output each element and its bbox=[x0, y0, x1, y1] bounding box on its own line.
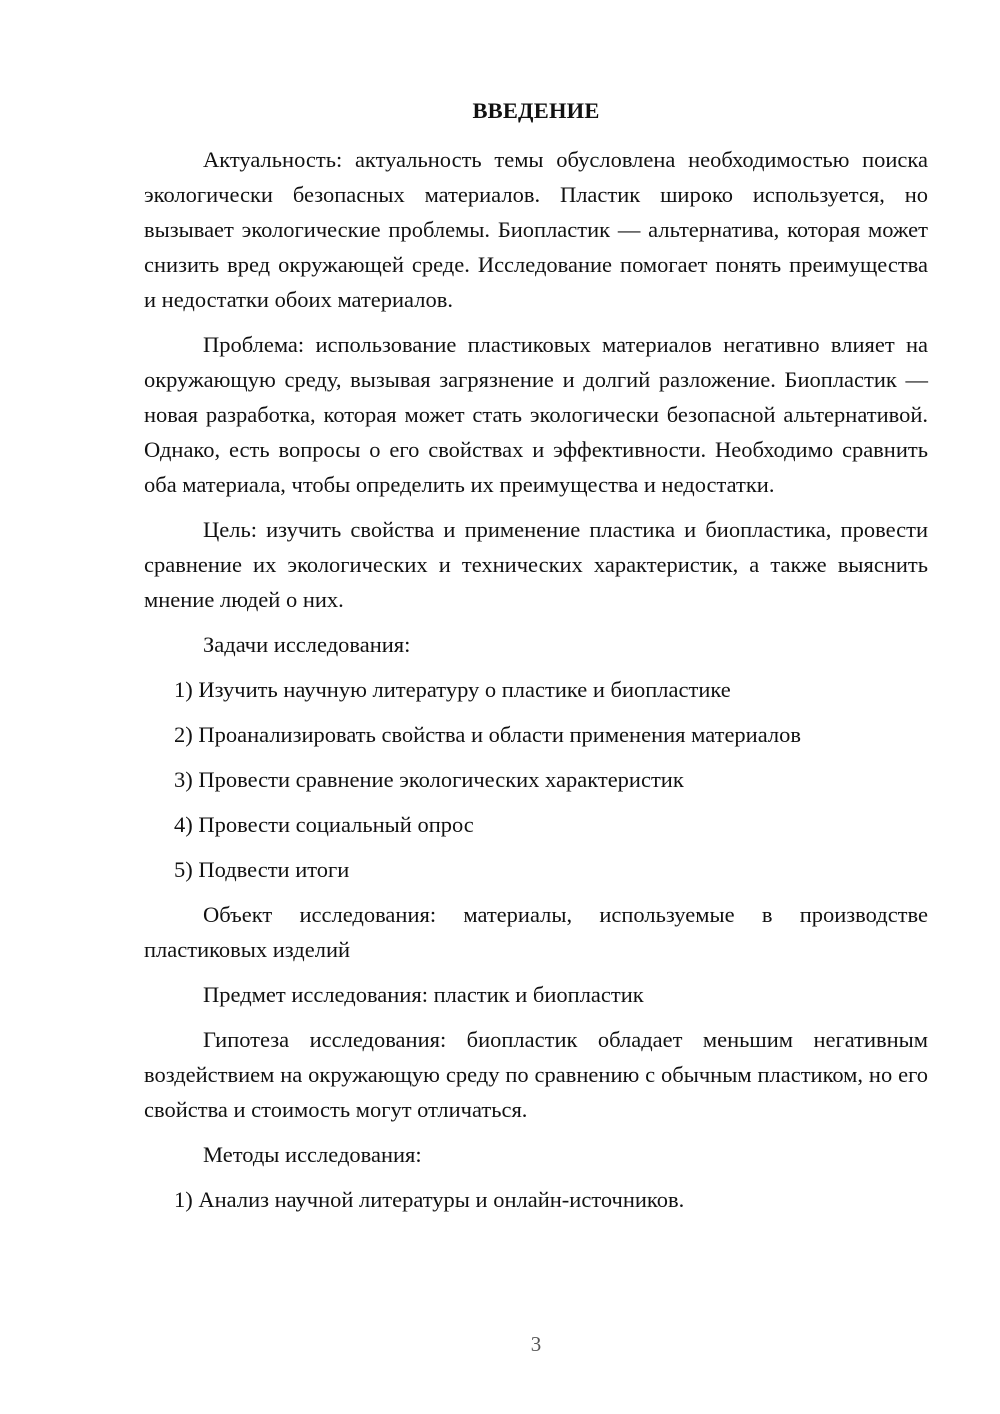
page-number: 3 bbox=[530, 1332, 542, 1356]
task-item: 4) Провести социальный опрос bbox=[174, 812, 474, 837]
task-item: 1) Изучить научную литературу о пластике и биопластике bbox=[174, 677, 731, 702]
task-item: 2) Проанализировать свойства и области применения материалов bbox=[174, 722, 802, 747]
object-paragraph: Объект исследования: материалы, используемые в производстве пластиковых изделий bbox=[144, 902, 928, 962]
section-title: ВВЕДЕНИЕ bbox=[472, 98, 600, 123]
task-item: 5) Подвести итоги bbox=[174, 857, 350, 882]
task-item: 3) Провести сравнение экологических характеристик bbox=[174, 767, 684, 792]
problem-paragraph: Проблема: использование пластиковых материалов негативно влияет на окружающую среду, вызывая загрязнение и долгий разложение. Биопластик — новая разработка, которая может стать экологически безопасной альтернативой. Однако, есть вопросы о его свойствах и эффективности. Необходимо сравнить оба материала, чтобы определить их преимущества и недостатки. bbox=[144, 332, 928, 497]
tasks-heading: Задачи исследования: bbox=[203, 632, 411, 657]
relevance-paragraph: Актуальность: актуальность темы обусловлена необходимостью поиска экологически безопасных материалов. Пластик широко используется, но вызывает экологические проблемы. Биопластик — альтернатива, которая может снизить вред окружающей среде. Исследование помогает понять преимущества и недостатки обоих материалов. bbox=[144, 147, 928, 312]
method-item: 1) Анализ научной литературы и онлайн-источников. bbox=[174, 1187, 685, 1212]
goal-paragraph: Цель: изучить свойства и применение пластика и биопластика, провести сравнение их экологических и технических характеристик, а также выяснить мнение людей о них. bbox=[144, 517, 928, 612]
tasks-list bbox=[144, 672, 928, 887]
hypothesis-paragraph: Гипотеза исследования: биопластик обладает меньшим негативным воздействием на окружающую среду по сравнению с обычным пластиком, но его свойства и стоимость могут отличаться. bbox=[144, 1027, 928, 1122]
subject-paragraph: Предмет исследования: пластик и биопластик bbox=[203, 982, 644, 1007]
methods-heading: Методы исследования: bbox=[203, 1142, 422, 1167]
page-content bbox=[144, 93, 928, 1227]
methods-list bbox=[144, 1182, 928, 1217]
